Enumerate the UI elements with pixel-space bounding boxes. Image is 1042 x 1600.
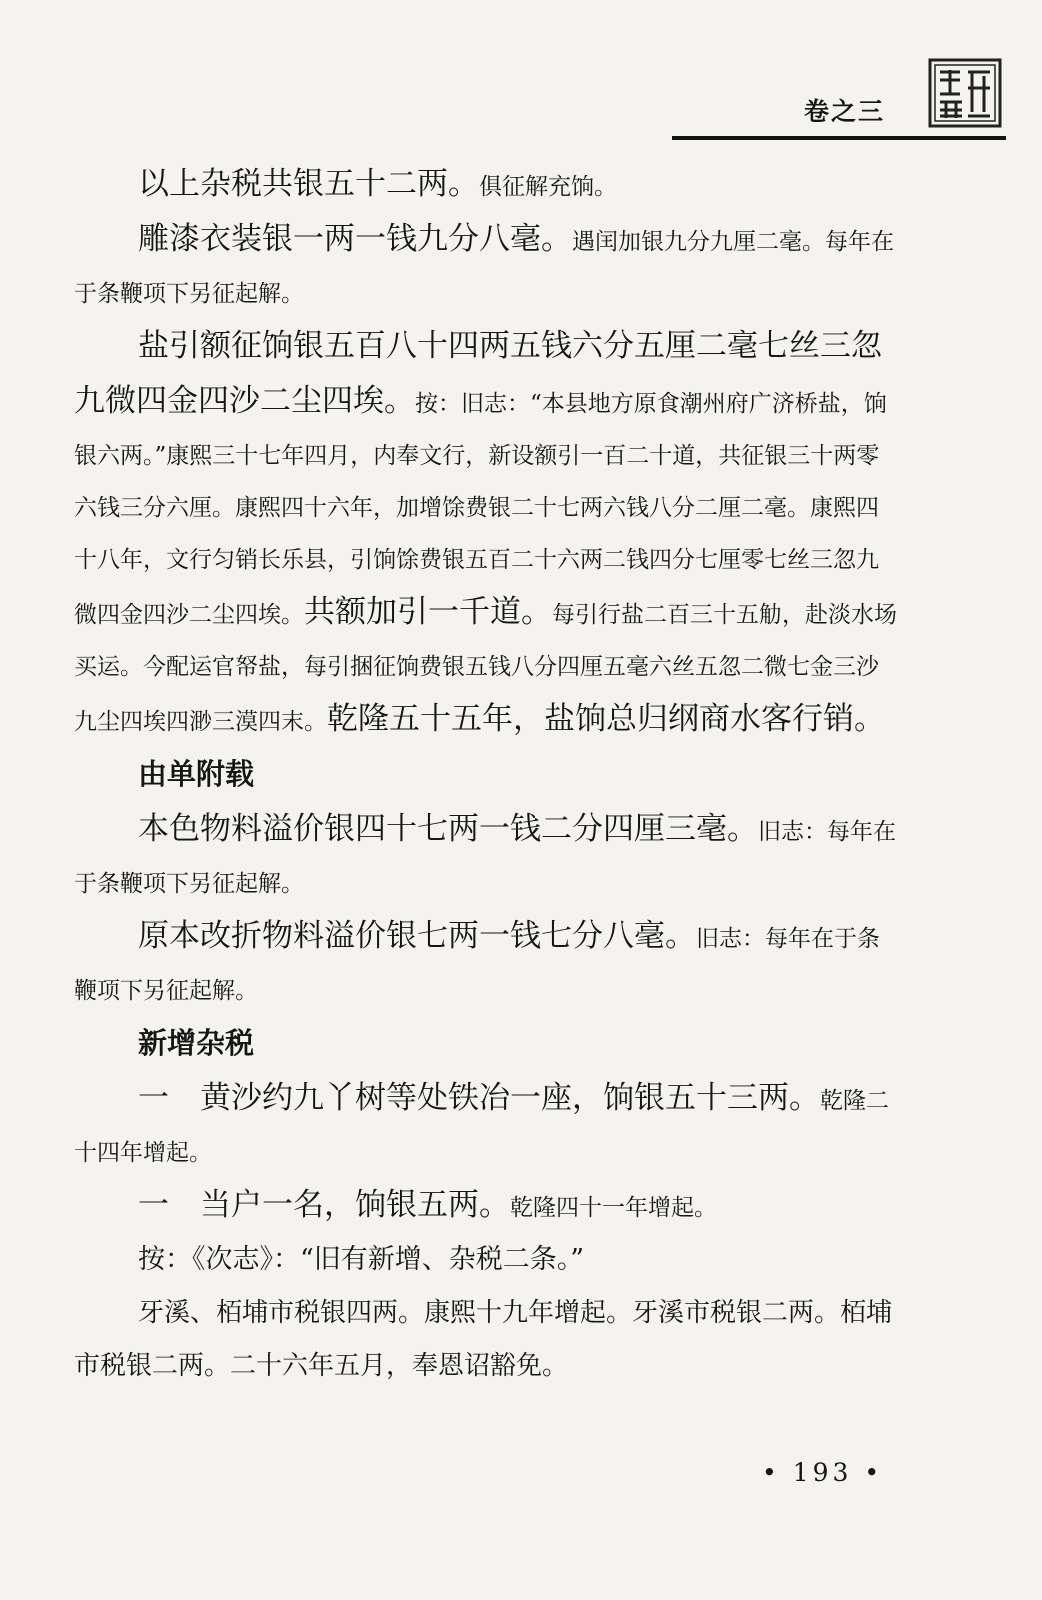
header-title: 卷之三 (804, 97, 886, 126)
main-text: 以上杂税共银五十二两。 (138, 166, 479, 202)
paragraph (74, 213, 900, 320)
section-heading (74, 1017, 900, 1072)
main-text: 共额加引一千道。 (304, 594, 552, 630)
main-text: 一 当户一名，饷银五两。 (138, 1187, 510, 1223)
note-text: 旧志：每年在于条鞭项下另征起解。 (74, 926, 880, 1004)
paragraph (74, 910, 900, 1017)
heading-text: 新增杂税 (138, 1026, 255, 1060)
heading-text: 由单附载 (138, 757, 255, 791)
note-text: 按：《次志》：“旧有新增、杂税二条。” (138, 1244, 585, 1275)
paragraph (74, 1179, 900, 1234)
note-text: 按：旧志：“本县地方原食潮州府广济桥盐，饷银六两。”康熙三十七年四月，内奉文行，新设额引一百二十道，共征银三十两零六钱三分六厘。康熙四十六年，加增馀费银二十七两六钱八分二厘二毫。康熙四十八年，文行匀销长乐县，引饷馀费银五百二十六两二钱四分七厘零七丝三忽九微四金四沙二尘四埃。 (74, 391, 887, 628)
paragraph (74, 803, 900, 910)
main-text: 原本改折物料溢价银七两一钱七分八毫。 (138, 918, 696, 954)
paragraph (74, 1287, 900, 1393)
paragraph (74, 1234, 900, 1287)
header-rule (672, 136, 1006, 140)
paragraph (74, 1072, 900, 1179)
note-text: 旧志：每年在于条鞭项下另征起解。 (74, 819, 896, 897)
paragraph (74, 158, 900, 213)
section-heading (74, 748, 900, 803)
main-text: 本色物料溢价银四十七两一钱二分四厘三毫。 (138, 811, 758, 847)
note-text: 牙溪、栢埔市税银四两。康熙十九年增起。牙溪市税银二两。栢埔市税银二两。二十六年五月，奉恩诏豁免。 (74, 1298, 893, 1381)
page-number: • 193 • (762, 1458, 884, 1487)
note-text: 每引行盐二百三十五觔，赴淡水场买运。今配运官帑盐，每引捆征饷费银五钱八分四厘五毫六丝五忽二微七金三沙九尘四埃四渺三漠四末。 (74, 602, 897, 735)
note-text: 乾隆四十一年增起。 (510, 1195, 717, 1221)
main-text: 雕漆衣装银一两一钱九分八毫。 (138, 221, 572, 257)
main-text: 乾隆五十五年，盐饷总归纲商水客行销。 (327, 701, 885, 737)
note-text: 俱征解充饷。 (479, 174, 617, 200)
note-text: 乾隆二十四年增起。 (74, 1088, 889, 1166)
seal-logo-icon (928, 58, 1002, 128)
main-text: 一 黄沙约九丫树等处铁冶一座，饷银五十三两。 (138, 1080, 820, 1116)
page-body (74, 158, 900, 1393)
main-text: 盐引额征饷银五百八十四两五钱六分五厘二毫七丝三忽九微四金四沙二尘四埃。 (74, 328, 882, 419)
note-text: 遇闰加银九分九厘二毫。每年在于条鞭项下另征起解。 (74, 229, 894, 307)
paragraph (74, 320, 900, 748)
